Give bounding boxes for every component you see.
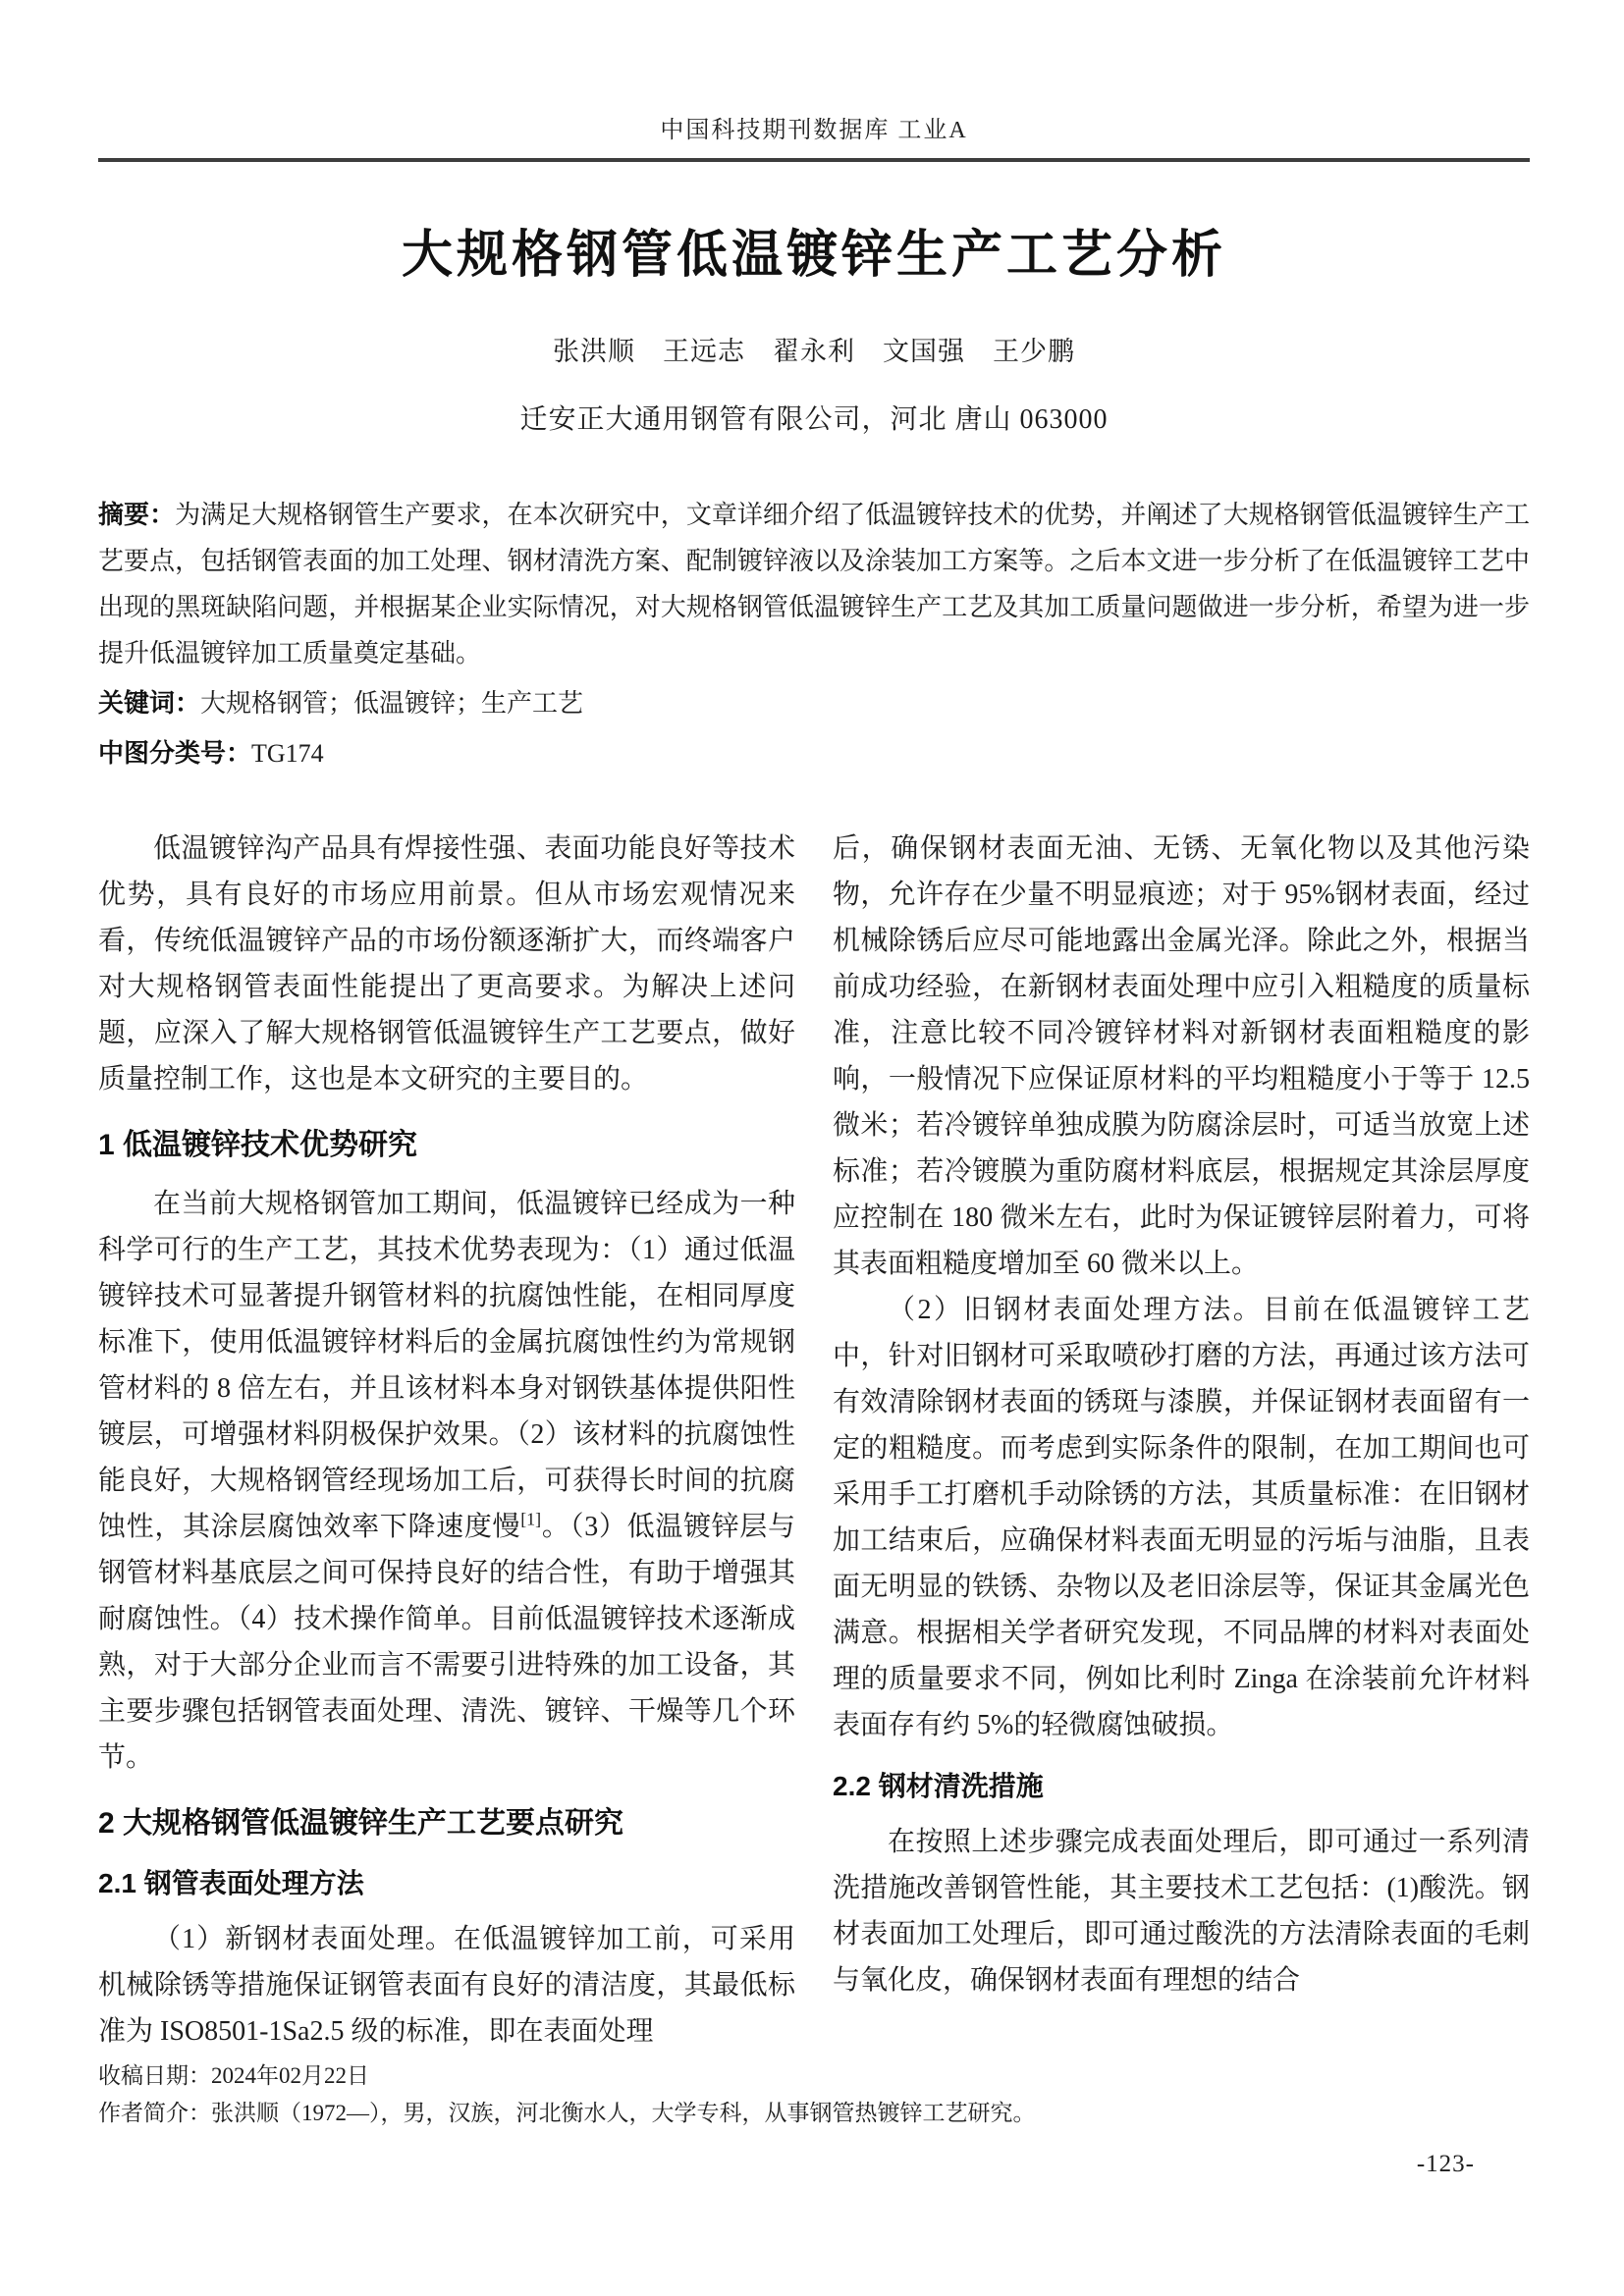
section-2-heading: 2 大规格钢管低温镀锌生产工艺要点研究	[98, 1807, 624, 1840]
received-date-label: 收稿日期：	[98, 2063, 211, 2088]
paragraph-old-steel: （2）旧钢材表面处理方法。目前在低温镀锌工艺中，针对旧钢材可采取喷砂打磨的方法，再通过该方法可有效清除钢材表面的锈斑与漆膜，并保证钢材表面留有一定的粗糙度。而考虑到实际条件的限制，在加工期间也可采用手工打磨机手动除锈的方法，其质量标准：在旧钢材加工结束后，应确保材料表面无明显的污垢与油脂，且表面无明显的铁锈、杂物以及老旧涂层等，保证其金属光色满意。根据相关学者研究发现，不同品牌的材料对表面处理的质量要求不同，例如比利时 Zinga 在涂装前允许材料表面存有约 5%的轻微腐蚀破损。	[833, 1295, 1530, 1740]
journal-header: 中国科技期刊数据库 工业A	[660, 118, 968, 143]
section-1-heading: 1 低温镀锌技术优势研究	[98, 1129, 418, 1161]
received-date-value: 2024年02月22日	[211, 2063, 369, 2088]
article-title: 大规格钢管低温镀锌生产工艺分析	[401, 227, 1226, 284]
right-column	[833, 826, 1530, 2055]
keywords-label: 关键词：	[98, 688, 201, 718]
paragraph-new-steel-left: （1）新钢材表面处理。在低温镀锌加工前，可采用机械除锈等措施保证钢管表面有良好的清洁度，其最低标准为 ISO8501-1Sa2.5 级的标准，即在表面处理	[98, 1924, 795, 2047]
affiliation-line: 迁安正大通用钢管有限公司，河北 唐山 063000	[519, 404, 1109, 435]
abstract-text: 为满足大规格钢管生产要求，在本次研究中，文章详细介绍了低温镀锌技术的优势，并阐述了大规格钢管低温镀锌生产工艺要点，包括钢管表面的加工处理、钢材清洗方案、配制镀锌液以及涂装加工方案等。之后本文进一步分析了在低温镀锌工艺中出现的黑斑缺陷问题，并根据某企业实际情况，对大规格钢管低温镀锌生产工艺及其加工质量问题做进一步分析，希望为进一步提升低温镀锌加工质量奠定基础。	[98, 501, 1530, 667]
citation-ref-1: [1]	[520, 1509, 542, 1529]
section-2-2-heading: 2.2 钢材清洗措施	[833, 1771, 1044, 1801]
author-bio-text: 张洪顺（1972—），男，汉族，河北衡水人，大学专科，从事钢管热镀锌工艺研究。	[211, 2101, 1036, 2125]
intro-paragraph: 低温镀锌沟产品具有焊接性强、表面功能良好等技术优势，具有良好的市场应用前景。但从市场宏观情况来看，传统低温镀锌产品的市场份额逐渐扩大，而终端客户对大规格钢管表面性能提出了更高要求。为解决上述问题，应深入了解大规格钢管低温镀锌生产工艺要点，做好质量控制工作，这也是本文研究的主要目的。	[98, 833, 795, 1095]
clc-label: 中图分类号：	[98, 738, 252, 768]
section-1-text-after-ref: 。（3）低温镀锌层与钢管材料基底层之间可保持良好的结合性，有助于增强其耐腐蚀性。（4）技术操作简单。目前低温镀锌技术逐渐成熟，对于大部分企业而言不需要引进特殊的加工设备，其主要步骤包括钢管表面处理、清洗、镀锌、干燥等几个环节。	[98, 1512, 795, 1773]
author-bio-line	[98, 2095, 1530, 2132]
header-rule	[98, 158, 1530, 162]
body-columns	[98, 826, 1530, 2055]
clc-line	[98, 730, 1530, 776]
paragraph-new-steel-right: 后，确保钢材表面无油、无锈、无氧化物以及其他污染物，允许存在少量不明显痕迹；对于 95%钢材表面，经过机械除锈后应尽可能地露出金属光泽。除此之外，根据当前成功经验，在新钢材表面处理中应引入粗糙度的质量标准，注意比较不同冷镀锌材料对新钢材表面粗糙度的影响，一般情况下应保证原材料的平均粗糙度小于等于 12.5 微米；若冷镀锌单独成膜为防腐涂层时，可适当放宽上述标准；若冷镀膜为重防腐材料底层，根据规定其涂层厚度应控制在 180 微米左右，此时为保证镀锌层附着力，可将其表面粗糙度增加至 60 微米以上。	[833, 833, 1530, 1279]
authors-line: 张洪顺 王远志 翟永利 文国强 王少鹏	[553, 337, 1075, 366]
keywords-line	[98, 680, 1530, 726]
keywords-text: 大规格钢管；低温镀锌；生产工艺	[200, 689, 584, 718]
footer	[98, 2057, 1530, 2183]
abstract-paragraph	[98, 492, 1530, 676]
abstract-block	[98, 492, 1530, 776]
left-column	[98, 826, 795, 2055]
page-number: -123-	[1416, 2151, 1475, 2177]
section-1-text-before-ref: 在当前大规格钢管加工期间，低温镀锌已经成为一种科学可行的生产工艺，其技术优势表现为：（1）通过低温镀锌技术可显著提升钢管材料的抗腐蚀性能，在相同厚度标准下，使用低温镀锌材料后的金属抗腐蚀性约为常规钢管材料的 8 倍左右，并且该材料本身对钢铁基体提供阳性镀层，可增强材料阴极保护效果。（2）该材料的抗腐蚀性能良好，大规格钢管经现场加工后，可获得长时间的抗腐蚀性，其涂层腐蚀效率下降速度慢	[98, 1189, 795, 1542]
section-1-paragraph	[98, 1181, 795, 1781]
paragraph-cleaning: 在按照上述步骤完成表面处理后，即可通过一系列清洗措施改善钢管性能，其主要技术工艺包括：(1)酸洗。钢材表面加工处理后，即可通过酸洗的方法清除表面的毛刺与氧化皮，确保钢材表面有理想的结合	[833, 1827, 1530, 1996]
page-content	[98, 0, 1530, 2055]
received-date-line	[98, 2057, 1530, 2095]
author-bio-label: 作者简介：	[98, 2101, 211, 2125]
abstract-label: 摘要：	[98, 500, 176, 529]
clc-value: TG174	[251, 739, 324, 768]
section-2-1-heading: 2.1 钢管表面处理方法	[98, 1868, 364, 1898]
